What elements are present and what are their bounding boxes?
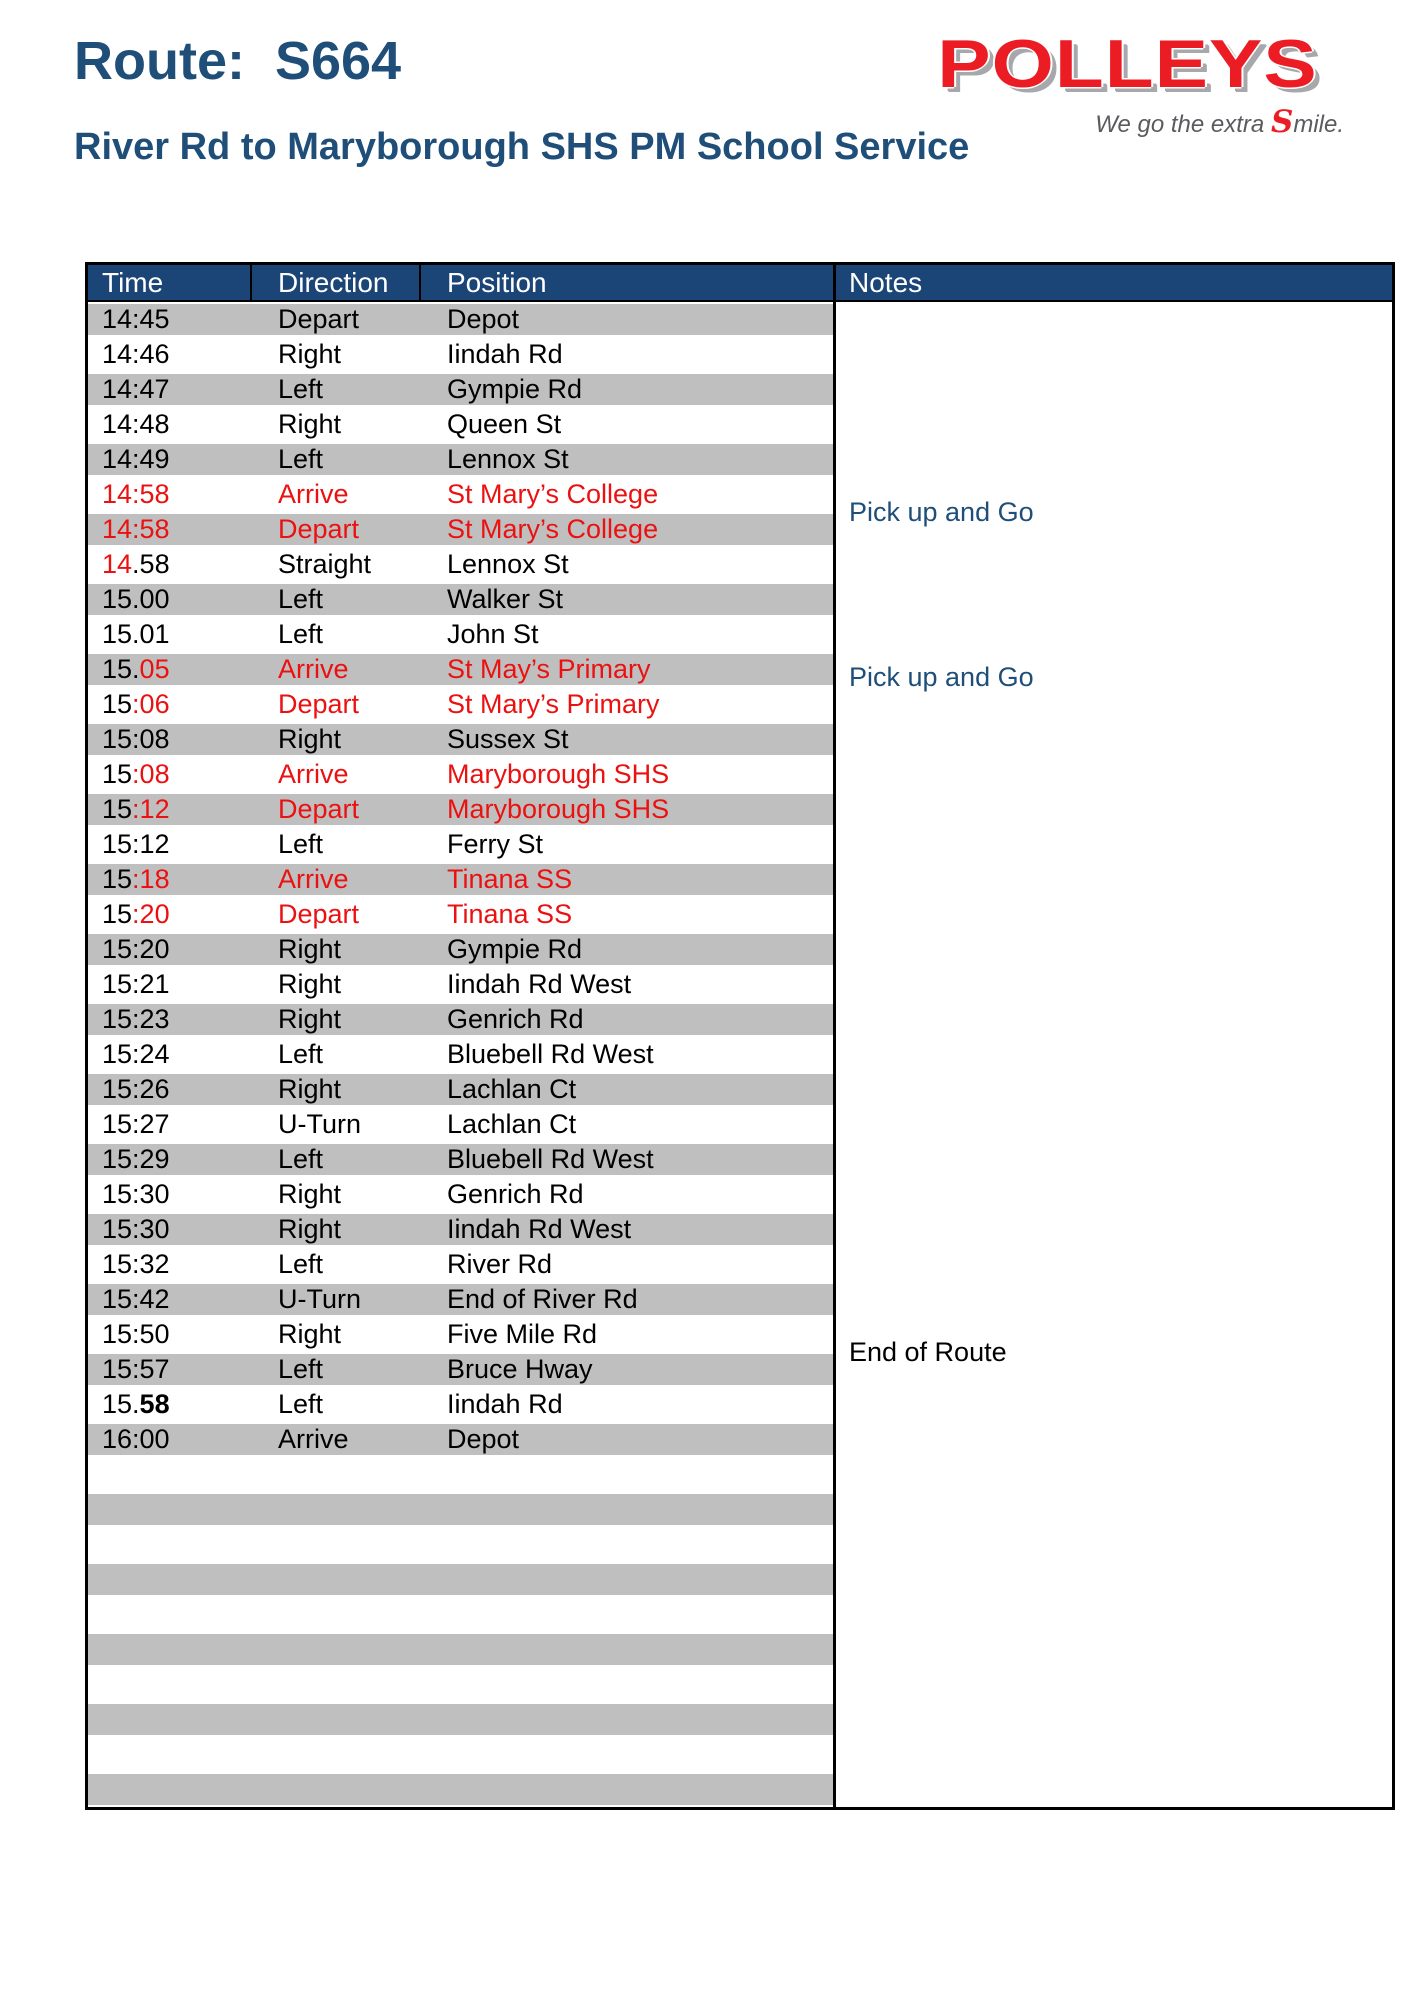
- time-segment: 15: [102, 899, 133, 929]
- direction-cell: Right: [278, 934, 342, 964]
- time-cell: [88, 1422, 252, 1457]
- position-cell: Queen St: [447, 409, 562, 439]
- time-cell: [88, 827, 252, 862]
- time-cell: [88, 1037, 252, 1072]
- table-row: [88, 442, 833, 477]
- time-segment: .58: [132, 549, 170, 579]
- table-header-row: [88, 265, 833, 302]
- table-row: [88, 1212, 833, 1247]
- time-segment: :12: [132, 794, 170, 824]
- table-row: [88, 337, 833, 372]
- time-cell: [88, 897, 252, 932]
- time-cell: [88, 407, 252, 442]
- time-cell: [88, 617, 252, 652]
- time-cell: [88, 757, 252, 792]
- timetable: [85, 262, 1395, 1810]
- time-segment: 14:48: [102, 409, 170, 439]
- time-cell: [88, 1177, 252, 1212]
- time-segment: 15:23: [102, 1004, 170, 1034]
- table-row: [88, 722, 833, 757]
- table-row: [88, 827, 833, 862]
- time-cell: [88, 932, 252, 967]
- table-row: [88, 1352, 833, 1387]
- position-cell: Lennox St: [447, 444, 569, 474]
- direction-cell: Right: [278, 409, 342, 439]
- time-cell: [88, 1387, 252, 1422]
- table-row: [88, 652, 833, 687]
- time-cell: [88, 862, 252, 897]
- time-segment: :18: [132, 864, 170, 894]
- direction-cell: Depart: [278, 899, 360, 929]
- position-cell: Bruce Hway: [447, 1354, 593, 1384]
- direction-cell: U-Turn: [278, 1109, 362, 1139]
- empty-row: [88, 1702, 833, 1737]
- position-cell: Depot: [447, 1424, 520, 1454]
- table-row: [88, 1107, 833, 1142]
- polleys-logo: [905, 25, 1350, 140]
- time-cell: [88, 1107, 252, 1142]
- time-segment: 15:27: [102, 1109, 170, 1139]
- time-segment: 15:20: [102, 934, 170, 964]
- position-cell: Tinana SS: [447, 899, 573, 929]
- time-segment: 15:08: [102, 724, 170, 754]
- position-cell: Maryborough SHS: [447, 759, 670, 789]
- direction-cell: Right: [278, 724, 342, 754]
- time-segment: 15.: [102, 654, 140, 684]
- direction-cell: Left: [278, 1354, 324, 1384]
- position-cell: End of River Rd: [447, 1284, 638, 1314]
- note-text: Pick up and Go: [849, 661, 1034, 692]
- table-row: [88, 1002, 833, 1037]
- position-cell: Iindah Rd West: [447, 1214, 632, 1244]
- time-cell: [88, 1352, 252, 1387]
- time-segment: 15:24: [102, 1039, 170, 1069]
- position-cell: Iindah Rd: [447, 339, 563, 369]
- position-cell: St Mary’s Primary: [447, 689, 660, 719]
- position-cell: Lachlan Ct: [447, 1074, 577, 1104]
- column-header-direction: Direction: [252, 265, 421, 300]
- direction-cell: Arrive: [278, 1424, 349, 1454]
- empty-row: [88, 1632, 833, 1667]
- position-cell: Depot: [447, 304, 520, 334]
- time-segment: 15:26: [102, 1074, 170, 1104]
- direction-cell: Straight: [278, 549, 372, 579]
- position-cell: Bluebell Rd West: [447, 1039, 654, 1069]
- empty-row: [88, 1527, 833, 1562]
- position-cell: Sussex St: [447, 724, 569, 754]
- time-segment: :06: [132, 689, 170, 719]
- time-cell: [88, 1212, 252, 1247]
- table-row: [88, 407, 833, 442]
- timetable-notes-section: [833, 265, 1392, 1807]
- time-segment: 05: [139, 654, 170, 684]
- time-segment: 14:47: [102, 374, 170, 404]
- time-cell: [88, 1072, 252, 1107]
- position-cell: John St: [447, 619, 539, 649]
- direction-cell: Left: [278, 1039, 324, 1069]
- time-segment: :20: [132, 899, 170, 929]
- time-cell: [88, 967, 252, 1002]
- direction-cell: U-Turn: [278, 1284, 362, 1314]
- time-segment: 15:32: [102, 1249, 170, 1279]
- table-row: [88, 932, 833, 967]
- direction-cell: Left: [278, 374, 324, 404]
- time-cell: [88, 1002, 252, 1037]
- column-header-notes: Notes: [849, 267, 923, 298]
- empty-row: [88, 1667, 833, 1702]
- position-cell: Gympie Rd: [447, 934, 583, 964]
- direction-cell: Left: [278, 1249, 324, 1279]
- time-segment: 15: [102, 689, 133, 719]
- time-segment: 15.00: [102, 584, 170, 614]
- time-segment: 15: [102, 864, 133, 894]
- direction-cell: Left: [278, 444, 324, 474]
- table-row: [88, 1387, 833, 1422]
- position-cell: Iindah Rd: [447, 1389, 563, 1419]
- time-segment: 14:58: [102, 514, 170, 544]
- direction-cell: Right: [278, 969, 342, 999]
- notes-body: [836, 302, 1392, 1807]
- direction-cell: Arrive: [278, 864, 349, 894]
- note-text: End of Route: [849, 1337, 1007, 1367]
- tagline-prefix: We go the extra: [1095, 111, 1271, 138]
- table-row: [88, 477, 833, 512]
- direction-cell: Right: [278, 1214, 342, 1244]
- time-cell: [88, 1282, 252, 1317]
- time-segment: 15:29: [102, 1144, 170, 1174]
- time-segment: 15:30: [102, 1179, 170, 1209]
- logo-tagline: [905, 104, 1350, 140]
- timetable-left-section: [88, 265, 833, 1807]
- time-cell: [88, 1142, 252, 1177]
- table-row: [88, 1247, 833, 1282]
- position-cell: Iindah Rd West: [447, 969, 632, 999]
- position-cell: Genrich Rd: [447, 1179, 584, 1209]
- route-subtitle: River Rd to Maryborough SHS PM School Service: [74, 126, 970, 168]
- note-text: Pick up and Go: [849, 497, 1034, 527]
- time-segment: 15:12: [102, 829, 170, 859]
- column-header-position: Position: [447, 267, 547, 298]
- time-cell: [88, 722, 252, 757]
- position-cell: River Rd: [447, 1249, 553, 1279]
- position-cell: Lennox St: [447, 549, 569, 579]
- empty-row: [88, 1492, 833, 1527]
- time-cell: [88, 477, 252, 512]
- time-segment: 15:42: [102, 1284, 170, 1314]
- table-row: [88, 687, 833, 722]
- table-row: [88, 1037, 833, 1072]
- time-segment: 14:46: [102, 339, 170, 369]
- direction-cell: Left: [278, 829, 324, 859]
- table-row: [88, 1072, 833, 1107]
- time-segment: 14:45: [102, 304, 170, 334]
- position-cell: Five Mile Rd: [447, 1319, 598, 1349]
- direction-cell: Depart: [278, 304, 360, 334]
- table-row: [88, 512, 833, 547]
- empty-row: [88, 1737, 833, 1772]
- route-title: Route: S664: [74, 31, 402, 91]
- position-cell: St May’s Primary: [447, 654, 651, 684]
- direction-cell: Right: [278, 1074, 342, 1104]
- time-cell: [88, 1317, 252, 1352]
- direction-cell: Right: [278, 1004, 342, 1034]
- direction-cell: Left: [278, 1389, 324, 1419]
- table-row: [88, 1422, 833, 1457]
- table-row: [88, 1282, 833, 1317]
- position-cell: St Mary’s College: [447, 514, 659, 544]
- direction-cell: Right: [278, 1179, 342, 1209]
- position-cell: Bluebell Rd West: [447, 1144, 654, 1174]
- time-cell: [88, 547, 252, 582]
- time-cell: [88, 337, 252, 372]
- time-cell: [88, 652, 252, 687]
- time-segment: 15:57: [102, 1354, 170, 1384]
- time-segment: 15:21: [102, 969, 170, 999]
- table-row: [88, 582, 833, 617]
- direction-cell: Left: [278, 584, 324, 614]
- direction-cell: Arrive: [278, 479, 349, 509]
- direction-cell: Right: [278, 1319, 342, 1349]
- time-segment: 58: [139, 1389, 170, 1419]
- position-cell: Lachlan Ct: [447, 1109, 577, 1139]
- table-row: [88, 1317, 833, 1352]
- table-row: [88, 302, 833, 337]
- empty-row: [88, 1597, 833, 1632]
- table-row: [88, 1142, 833, 1177]
- time-segment: 15:30: [102, 1214, 170, 1244]
- notes-header-row: [836, 265, 1392, 302]
- time-segment: 15:50: [102, 1319, 170, 1349]
- position-cell: Genrich Rd: [447, 1004, 584, 1034]
- position-cell: Maryborough SHS: [447, 794, 670, 824]
- time-cell: [88, 372, 252, 407]
- table-row: [88, 547, 833, 582]
- table-body: [88, 302, 833, 1807]
- empty-row: [88, 1457, 833, 1492]
- table-row: [88, 897, 833, 932]
- direction-cell: Left: [278, 619, 324, 649]
- direction-cell: Depart: [278, 794, 360, 824]
- time-segment: 14: [102, 549, 133, 579]
- time-segment: 16:00: [102, 1424, 170, 1454]
- position-cell: Tinana SS: [447, 864, 573, 894]
- direction-cell: Right: [278, 339, 342, 369]
- time-cell: [88, 512, 252, 547]
- empty-row: [88, 1772, 833, 1807]
- tagline-smile-s: S: [1270, 104, 1294, 140]
- time-cell: [88, 582, 252, 617]
- tagline-suffix: mile.: [1293, 111, 1344, 138]
- time-cell: [88, 442, 252, 477]
- time-cell: [88, 1247, 252, 1282]
- direction-cell: Arrive: [278, 654, 349, 684]
- direction-cell: Arrive: [278, 759, 349, 789]
- position-cell: Gympie Rd: [447, 374, 583, 404]
- table-row: [88, 1177, 833, 1212]
- position-cell: Walker St: [447, 584, 564, 614]
- direction-cell: Depart: [278, 689, 360, 719]
- logo-wordmark: POLLEYS: [937, 25, 1318, 102]
- table-row: [88, 617, 833, 652]
- time-segment: :08: [132, 759, 170, 789]
- time-cell: [88, 792, 252, 827]
- time-cell: [88, 302, 252, 337]
- column-header-time: Time: [88, 265, 252, 300]
- table-row: [88, 372, 833, 407]
- time-segment: 14:49: [102, 444, 170, 474]
- direction-cell: Depart: [278, 514, 360, 544]
- time-segment: 15.: [102, 1389, 140, 1419]
- position-cell: St Mary’s College: [447, 479, 659, 509]
- time-segment: 14:58: [102, 479, 170, 509]
- table-row: [88, 967, 833, 1002]
- table-row: [88, 757, 833, 792]
- empty-row: [88, 1562, 833, 1597]
- position-cell: Ferry St: [447, 829, 544, 859]
- time-segment: 15.01: [102, 619, 170, 649]
- time-segment: 15: [102, 759, 133, 789]
- time-cell: [88, 687, 252, 722]
- time-segment: 15: [102, 794, 133, 824]
- table-row: [88, 862, 833, 897]
- table-row: [88, 792, 833, 827]
- direction-cell: Left: [278, 1144, 324, 1174]
